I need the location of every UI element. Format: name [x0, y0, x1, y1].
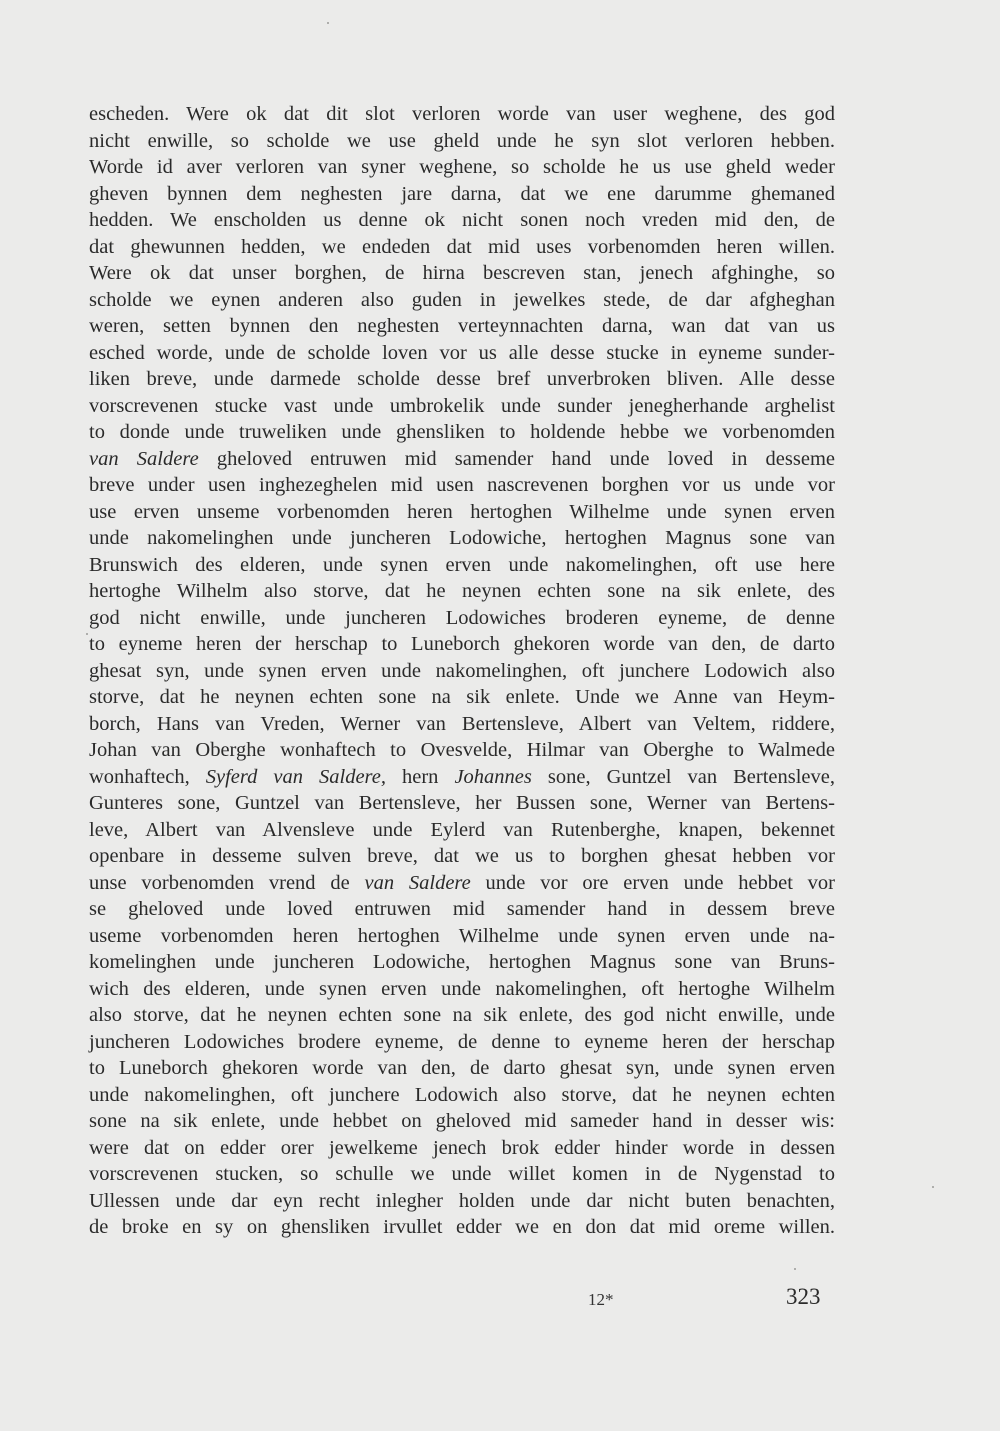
italic-name: Johannes [454, 765, 532, 788]
text-line: to Luneborch ghekoren worde van den, de darto ghesat syn, unde synen erven [89, 1057, 835, 1079]
text-line: leve, Albert van Alvensleve unde Eylerd van Rutenberghe, knapen, bekennet [89, 818, 835, 841]
text-line: Ullessen unde dar eyn recht inlegher holden unde dar nicht buten benachten, [89, 1189, 835, 1212]
text-line: were dat on edder orer jewelkeme jenech brok edder hinder worde in dessen [89, 1136, 835, 1159]
text-line: vorscrevenen stucke vast unde umbrokelik unde sunder jenegherhande arghelist [89, 394, 835, 417]
text-line: openbare in desseme sulven breve, dat we us to borghen ghesat hebben vor [89, 845, 835, 867]
text-line: se gheloved unde loved entruwen mid samender hand in dessem breve [89, 898, 835, 920]
text-line: unse vorbenomden vrend de van Saldere unde vor ore erven unde hebbet vor [89, 871, 836, 894]
text-line: van Saldere gheloved entruwen mid samender hand unde loved in desseme [89, 447, 835, 470]
text-line: hertoghe Wilhelm also storve, dat he neynen echten sone na sik enlete, des [89, 580, 835, 602]
text-line: scholde we eynen anderen also guden in jewelkes stede, de dar afgheghan [89, 288, 835, 311]
text-line: juncheren Lodowiches brodere eyneme, de denne to eyneme heren der herschap [89, 1030, 835, 1053]
body-text [89, 101, 835, 1241]
text-line: escheden. Were ok dat dit slot verloren worde van user weghene, des god [89, 103, 835, 125]
text-line: liken breve, unde darmede scholde desse bref unverbroken bliven. Alle desse [89, 368, 835, 390]
text-line: wonhaftech, Syferd van Saldere, hern Johannes sone, Guntzel van Bertensleve, [89, 765, 835, 788]
text-line: hedden. We enscholden us denne ok nicht sonen noch vreden mid den, de [89, 209, 835, 231]
text-line: unde nakomelinghen, oft junchere Lodowich also storve, dat he neynen echten [89, 1083, 835, 1106]
text-line: Were ok dat unser borghen, de hirna bescreven stan, jenech afghinghe, so [89, 262, 835, 284]
text-line: esched worde, unde de scholde loven vor us alle desse stucke in eyneme sunder- [89, 341, 835, 364]
text-line: ghesat syn, unde synen erven unde nakomelinghen, oft junchere Lodowich also [89, 659, 835, 682]
text-line: vorscrevenen stucken, so schulle we unde willet komen in de Nygenstad to [89, 1163, 835, 1185]
text-line: gheven bynnen dem neghesten jare darna, dat we ene darumme ghemaned [89, 182, 835, 205]
paper-speck [86, 633, 88, 635]
text-line: use erven unseme vorbenomden heren hertoghen Wilhelme unde synen erven [89, 500, 835, 523]
paper-speck [327, 22, 329, 24]
text-line: Johan van Oberghe wonhaftech to Ovesvelde, Hilmar van Oberghe to Walmede [89, 739, 835, 761]
signature-mark: 12* [588, 1290, 614, 1309]
italic-name: van Saldere [364, 871, 471, 894]
text-line: komelinghen unde juncheren Lodowiche, hertoghen Magnus sone van Bruns- [89, 951, 835, 973]
text-line: wich des elderen, unde synen erven unde nakomelinghen, oft hertoghe Wilhelm [89, 977, 835, 1000]
text-line: de broke en sy on ghensliken irvullet edder we en don dat mid oreme willen. [89, 1216, 835, 1238]
text-line: dat ghewunnen hedden, we endeden dat mid uses vorbenomden heren willen. [89, 235, 835, 258]
text-line: sone na sik enlete, unde hebbet on gheloved mid sameder hand in desser wis: [89, 1110, 835, 1132]
italic-name: van Saldere [89, 447, 199, 470]
text-line: useme vorbenomden heren hertoghen Wilhelme unde synen erven unde na- [89, 924, 835, 947]
text-line: borch, Hans van Vreden, Werner van Bertensleve, Albert van Veltem, riddere, [89, 712, 835, 735]
text-line: to donde unde truweliken unde ghensliken to holdende hebbe we vorbenomden [89, 421, 835, 443]
text-line: storve, dat he neynen echten sone na sik enlete. Unde we Anne van Heym- [89, 686, 835, 708]
paper-speck [932, 1186, 934, 1188]
italic-name: Syferd van Saldere, [205, 765, 386, 788]
text-line: nicht enwille, so scholde we use gheld unde he syn slot verloren hebben. [89, 129, 835, 152]
text-line: Worde id aver verloren van syner weghene, so scholde he us use gheld weder [89, 156, 835, 178]
page-number: 323 [786, 1284, 821, 1309]
text-line: to eyneme heren der herschap to Luneborch ghekoren worde van den, de darto [89, 633, 835, 655]
text-line: Brunswich des elderen, unde synen erven unde nakomelinghen, oft use here [89, 553, 835, 576]
text-line: unde nakomelinghen unde juncheren Lodowiche, hertoghen Magnus sone van [89, 527, 835, 549]
text-line: Gunteres sone, Guntzel van Bertensleve, her Bussen sone, Werner van Bertens- [89, 792, 835, 814]
text-line: weren, setten bynnen den neghesten verteynnachten darna, wan dat van us [89, 315, 835, 337]
paper-speck [794, 1268, 796, 1270]
text-line: also storve, dat he neynen echten sone na sik enlete, des god nicht enwille, unde [89, 1004, 835, 1026]
text-line: god nicht enwille, unde juncheren Lodowiches broderen eyneme, de denne [89, 606, 835, 629]
text-line: breve under usen inghezeghelen mid usen nascrevenen borghen vor us unde vor [89, 474, 835, 496]
